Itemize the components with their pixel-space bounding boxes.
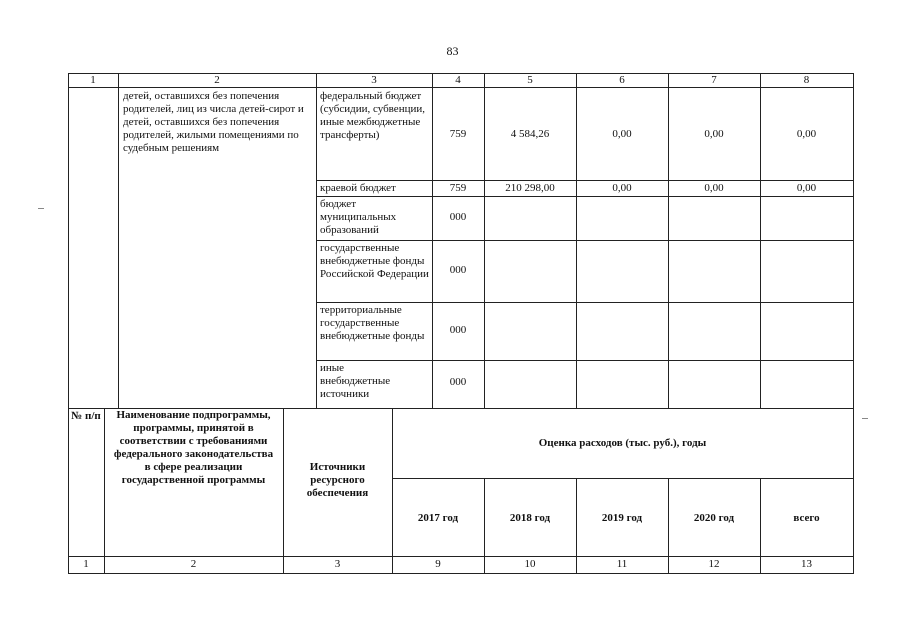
row4-code: 000 (449, 264, 467, 276)
row1-source: федеральный бюджет (субсидии, субвенции, иные межбюджетные трансферты) (320, 90, 425, 141)
num-2: 2 (190, 558, 197, 570)
row4-source: государственные внебюджетные фонды Российской Федерации (320, 242, 429, 280)
top-header-7: 7 (711, 74, 717, 86)
year-2017: 2017 год (417, 512, 459, 524)
num-10: 10 (524, 558, 536, 570)
program-name: детей, оставшихся без попечения родителей, лиц из числа детей-сирот и детей, оставшихся без попечения родителей, жилыми помещениями по судебным решениям (123, 90, 304, 154)
year-2018: 2018 год (509, 512, 551, 524)
row2-value-6: 0,00 (612, 182, 632, 194)
left-margin-mark (38, 208, 44, 209)
row2-value-8: 0,00 (796, 182, 817, 194)
year-2020: 2020 год (693, 512, 735, 524)
row5-code: 000 (449, 324, 467, 336)
row2-value-5: 210 298,00 (505, 182, 555, 194)
row1-value-5: 4 584,26 (510, 128, 550, 140)
num-1: 1 (83, 558, 89, 570)
top-header-8: 8 (803, 74, 810, 86)
num-11: 11 (616, 558, 628, 570)
header-sources: Источники ресурсного обеспечения (306, 460, 369, 499)
top-header-5: 5 (527, 74, 533, 86)
top-header-6: 6 (619, 74, 625, 86)
row1-value-8: 0,00 (796, 128, 817, 140)
row2-value-7: 0,00 (704, 182, 724, 194)
row2-code: 759 (449, 182, 467, 194)
row3-source: бюджет муниципальных образований (320, 198, 397, 236)
right-margin-mark (862, 418, 868, 419)
year-2019: 2019 год (601, 512, 643, 524)
header-estimate: Оценка расходов (тыс. руб.), годы (538, 437, 707, 449)
header-program-name: Наименование подпрограммы, программы, принятой в соответствии с требованиями федерального законодательства в сфере реализации государственной программы (113, 409, 274, 486)
header-number: № п/п (71, 410, 101, 422)
page-number: 83 (446, 44, 459, 58)
row6-source: иные внебюджетные источники (320, 362, 391, 400)
row2-source: краевой бюджет (320, 182, 396, 194)
year-total: всего (793, 512, 820, 524)
row5-source: территориальные государственные внебюджетные фонды (320, 304, 425, 342)
row1-value-6: 0,00 (612, 128, 632, 140)
top-header-4: 4 (455, 74, 461, 86)
row1-code: 759 (449, 128, 467, 140)
top-header-1: 1 (90, 74, 96, 86)
num-12: 12 (708, 558, 720, 570)
top-header-3: 3 (371, 74, 377, 86)
row3-code: 000 (449, 211, 467, 223)
num-9: 9 (435, 558, 441, 570)
row1-value-7: 0,00 (704, 128, 724, 140)
top-header-2: 2 (214, 74, 220, 86)
num-3: 3 (334, 558, 341, 570)
num-13: 13 (801, 558, 812, 570)
row6-code: 000 (449, 376, 467, 388)
